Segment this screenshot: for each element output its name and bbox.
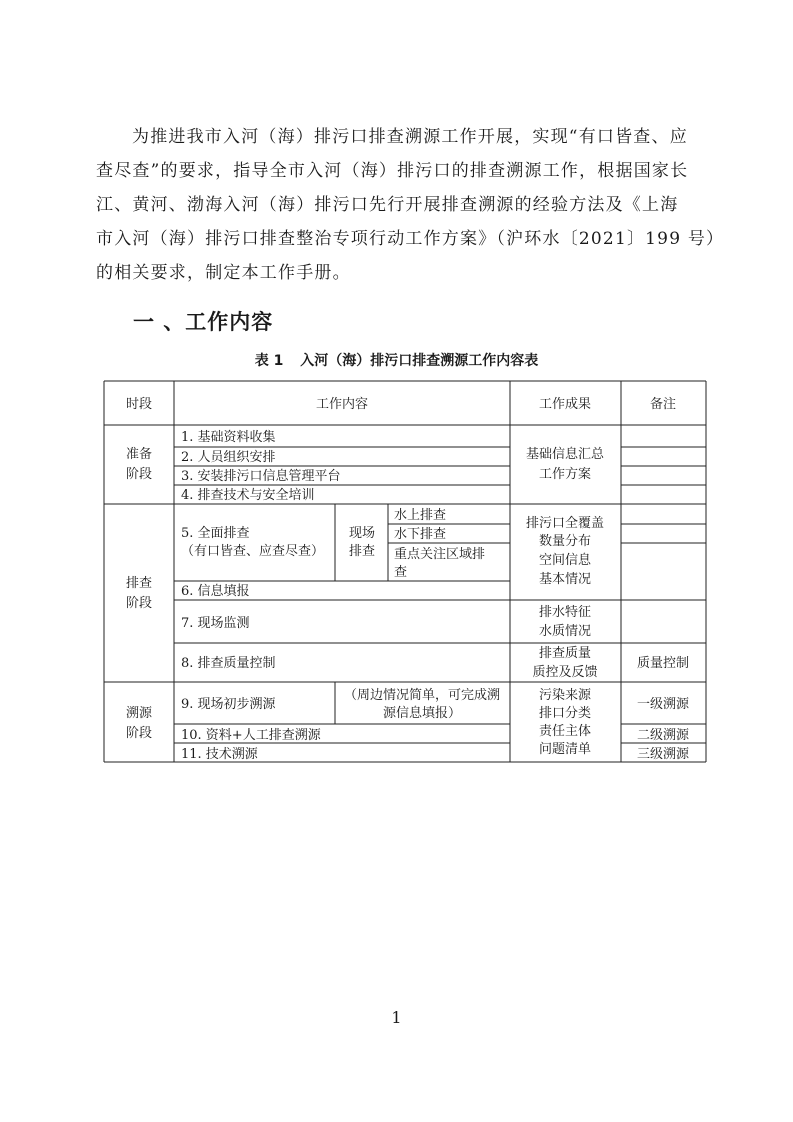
survey-result-7: 排水特征 xyxy=(538,605,592,620)
stage-prep-label: 阶段 xyxy=(125,467,153,482)
trace-note: 三级溯源 xyxy=(636,747,690,762)
sub-survey: 水上排查 xyxy=(394,508,447,523)
survey-result: 排污口全覆盖 xyxy=(525,516,605,531)
survey-result-7: 水质情况 xyxy=(538,624,592,639)
survey-note-8: 质量控制 xyxy=(636,656,690,671)
survey-result: 基本情况 xyxy=(538,572,592,587)
prep-item: 2. 人员组织安排 xyxy=(181,450,276,465)
prep-item: 3. 安装排污口信息管理平台 xyxy=(181,469,341,484)
header-content: 工作内容 xyxy=(315,397,369,412)
survey-item-6: 6. 信息填报 xyxy=(181,584,250,599)
survey-item-7: 7. 现场监测 xyxy=(181,616,250,631)
page-number: 1 xyxy=(391,1008,402,1027)
trace-item-9-note: （周边情况简单，可完成溯 xyxy=(343,688,501,703)
stage-survey-label: 阶段 xyxy=(125,596,153,611)
section-heading: 一 、工作内容 xyxy=(133,310,274,334)
trace-item-9-note: 源信息填报） xyxy=(382,706,462,721)
sub-survey: 查 xyxy=(394,565,408,580)
stage-prep-label: 准备 xyxy=(125,447,153,462)
table-caption-title: 入河（海）排污口排查溯源工作内容表 xyxy=(300,353,539,369)
intro-line: 为推进我市入河（海）排污口排查溯源工作开展，实现“有口皆查、应 xyxy=(132,127,688,147)
survey-item-5-note: （有口皆查、应查尽查） xyxy=(181,544,325,559)
stage-survey-label: 排查 xyxy=(125,576,153,591)
trace-item-11: 11. 技术溯源 xyxy=(181,747,258,762)
survey-item-8: 8. 排查质量控制 xyxy=(181,656,276,671)
intro-line: 的相关要求，制定本工作手册。 xyxy=(96,263,351,283)
header-result: 工作成果 xyxy=(538,397,592,412)
survey-result: 数量分布 xyxy=(538,534,592,549)
trace-result: 责任主体 xyxy=(538,724,592,739)
intro-line: 江、黄河、渤海入河（海）排污口先行开展排查溯源的经验方法及《上海 xyxy=(96,195,679,215)
survey-result-8: 质控及反馈 xyxy=(532,665,598,680)
sub-survey: 重点关注区域排 xyxy=(394,547,486,562)
survey-result: 空间信息 xyxy=(538,553,592,568)
trace-result: 问题清单 xyxy=(538,742,592,757)
trace-item-10: 10. 资料+人工排查溯源 xyxy=(181,728,321,743)
site-survey-label: 排查 xyxy=(348,544,376,559)
stage-trace-label: 阶段 xyxy=(125,726,153,741)
prep-item: 4. 排查技术与安全培训 xyxy=(181,488,315,503)
stage-trace-label: 溯源 xyxy=(125,706,153,721)
trace-result: 排口分类 xyxy=(538,706,592,721)
site-survey-label: 现场 xyxy=(348,526,376,541)
prep-item: 1. 基础资料收集 xyxy=(181,430,276,445)
trace-result: 污染来源 xyxy=(538,688,592,703)
prep-result: 工作方案 xyxy=(538,467,592,482)
table-caption-number: 表 1 xyxy=(254,353,284,369)
sub-survey: 水下排查 xyxy=(394,527,447,542)
trace-note: 一级溯源 xyxy=(636,697,690,712)
prep-result: 基础信息汇总 xyxy=(525,447,605,462)
trace-item-9: 9. 现场初步溯源 xyxy=(181,697,276,712)
intro-line: 查尽查”的要求，指导全市入河（海）排污口的排查溯源工作，根据国家长 xyxy=(96,161,689,181)
intro-line: 市入河（海）排污口排查整治专项行动工作方案》（沪环水〔2021〕199 号） xyxy=(96,229,725,249)
header-note: 备注 xyxy=(649,397,677,412)
header-period: 时段 xyxy=(125,397,153,412)
survey-item-5: 5. 全面排查 xyxy=(181,526,250,541)
trace-note: 二级溯源 xyxy=(636,728,690,743)
survey-result-8: 排查质量 xyxy=(538,646,592,661)
